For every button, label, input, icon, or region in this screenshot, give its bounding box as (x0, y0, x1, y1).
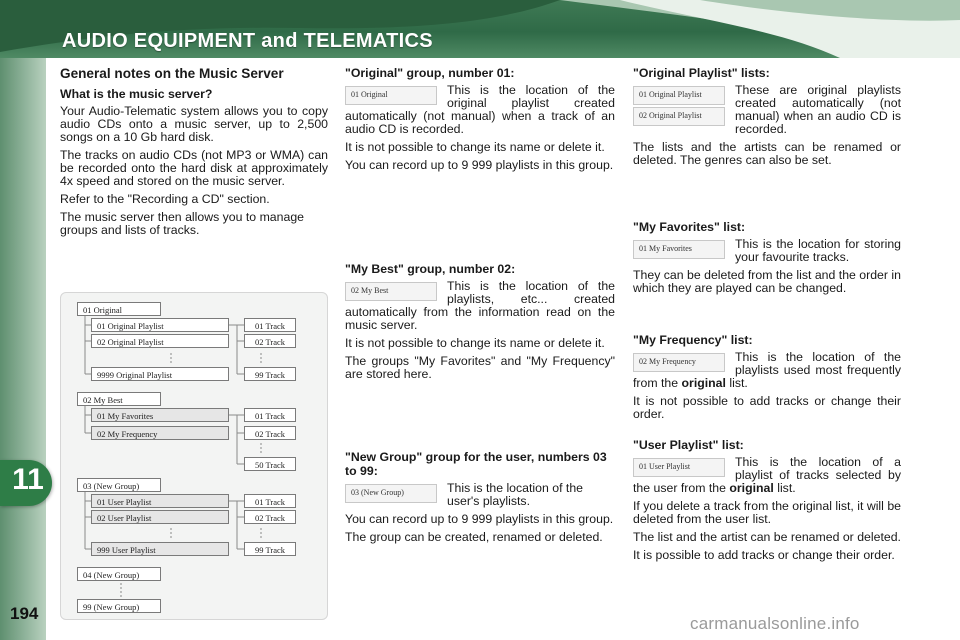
screen-thumbnail: 02 My Best (345, 282, 437, 301)
chapter-number: 11 (12, 463, 44, 496)
text-run: list. (773, 481, 796, 495)
section-title: "Original" group, number 01: (345, 66, 515, 80)
screen-thumbnail: 03 (New Group) (345, 484, 437, 503)
bold-text-run: original (729, 481, 774, 495)
section-title: "Original Playlist" lists: (633, 66, 770, 80)
my-best-section (345, 262, 615, 386)
diagram-track-box: 99 Track (244, 367, 296, 381)
original-playlist-section (633, 66, 901, 172)
diagram-track-box: 99 Track (244, 542, 296, 556)
diagram-track-box: 01 Track (244, 408, 296, 422)
diagram-group-box: 04 (New Group) (77, 567, 161, 581)
text-run: This is the location of the playlists used most frequently from the (633, 350, 901, 390)
diagram-group-box: 99 (New Group) (77, 599, 161, 613)
section-paragraph: You can record up to 9 999 playlists in this group. (345, 512, 614, 526)
diagram-playlist-box: 01 User Playlist (91, 494, 229, 508)
diagram-track-box: 01 Track (244, 318, 296, 332)
section-title: "New Group" group for the user, numbers 03 to 99: (345, 450, 607, 478)
intro-subtitle: What is the music server? (60, 87, 213, 101)
diagram-track-box: 50 Track (244, 457, 296, 471)
section-paragraph: It is not possible to change its name or delete it. (345, 140, 605, 154)
diagram-playlist-box: 999 User Playlist (91, 542, 229, 556)
diagram-track-box: 01 Track (244, 494, 296, 508)
diagram-playlist-box: 02 My Frequency (91, 426, 229, 440)
screen-thumbnail: 02 Original Playlist (633, 107, 725, 126)
screen-thumbnail: 02 My Frequency (633, 353, 725, 372)
screen-thumbnail: 01 My Favorites (633, 240, 725, 259)
screen-thumbnail-stack (633, 86, 725, 128)
section-title: "My Best" group, number 02: (345, 262, 516, 276)
section-title: "My Frequency" list: (633, 333, 753, 347)
intro-column (60, 66, 328, 242)
intro-title: General notes on the Music Server (60, 66, 284, 81)
my-frequency-section (633, 333, 901, 426)
text-run: This is the location of a playlist of tracks selected by the user from the (633, 455, 901, 495)
section-paragraph: The group can be created, renamed or deleted. (345, 530, 603, 544)
section-paragraph: This is the location of the user's playlists. (447, 481, 584, 508)
bold-text-run: original (681, 376, 726, 390)
user-playlist-section (633, 438, 901, 567)
section-paragraph: It is possible to add tracks or change their order. (633, 548, 895, 562)
music-server-tree-diagram (60, 292, 328, 620)
diagram-playlist-box: 01 Original Playlist (91, 318, 229, 332)
section-paragraph: You can record up to 9 999 playlists in this group. (345, 158, 614, 172)
section-paragraph: It is not possible to add tracks or change their order. (633, 394, 901, 421)
diagram-playlist-box: 02 User Playlist (91, 510, 229, 524)
section-paragraph: The list and the artist can be renamed or deleted. (633, 530, 901, 544)
intro-paragraph: Refer to the "Recording a CD" section. (60, 192, 270, 206)
page-number: 194 (10, 604, 39, 623)
diagram-playlist-box: 01 My Favorites (91, 408, 229, 422)
section-paragraph: The groups "My Favorites" and "My Frequency" are stored here. (345, 354, 615, 381)
my-favorites-section (633, 220, 901, 300)
intro-paragraph: The tracks on audio CDs (not MP3 or WMA) can be recorded onto the hard disk at approximately 4x speed and stored on the music server. (60, 148, 328, 188)
diagram-group-box: 02 My Best (77, 392, 161, 406)
diagram-track-box: 02 Track (244, 334, 296, 348)
intro-paragraph: The music server then allows you to manage groups and lists of tracks. (60, 210, 305, 237)
section-title: "User Playlist" list: (633, 438, 744, 452)
original-group-section (345, 66, 615, 177)
screen-thumbnail: 01 Original Playlist (633, 86, 725, 105)
section-paragraph: It is not possible to change its name or delete it. (345, 336, 605, 350)
chapter-side-strip (0, 58, 46, 640)
screen-thumbnail: 01 Original (345, 86, 437, 105)
watermark-text: carmanualsonline.info (690, 614, 860, 633)
diagram-track-box: 02 Track (244, 426, 296, 440)
page-header-title: AUDIO EQUIPMENT and TELEMATICS (62, 30, 433, 52)
section-paragraph: This is the location of the playlists, etc... created automatically from the information read on the music server. (345, 279, 615, 332)
diagram-playlist-box: 02 Original Playlist (91, 334, 229, 348)
intro-paragraph: Your Audio-Telematic system allows you to copy audio CDs onto a music server, up to 2,500 songs on a 10 Gb hard disk. (60, 104, 328, 144)
screen-thumbnail: 01 User Playlist (633, 458, 725, 477)
diagram-group-box: 03 (New Group) (77, 478, 161, 492)
section-title: "My Favorites" list: (633, 220, 746, 234)
section-paragraph: They can be deleted from the list and the order in which they are played can be changed. (633, 268, 901, 295)
diagram-playlist-box: 9999 Original Playlist (91, 367, 229, 381)
section-paragraph: This is the location of the original playlist created automatically (not manual) when a track of an audio CD is recorded. (345, 83, 615, 136)
section-paragraph: If you delete a track from the original list, it will be deleted from the user list. (633, 499, 901, 526)
diagram-group-box: 01 Original (77, 302, 161, 316)
text-run: list. (725, 376, 748, 390)
section-paragraph: These are original playlists created automatically (not manual) when an audio CD is recorded. (735, 83, 901, 136)
section-paragraph: The lists and the artists can be renamed or deleted. The genres can also be set. (633, 140, 901, 167)
diagram-track-box: 02 Track (244, 510, 296, 524)
new-group-section (345, 450, 615, 549)
section-paragraph: This is the location for storing your favourite tracks. (735, 237, 901, 264)
